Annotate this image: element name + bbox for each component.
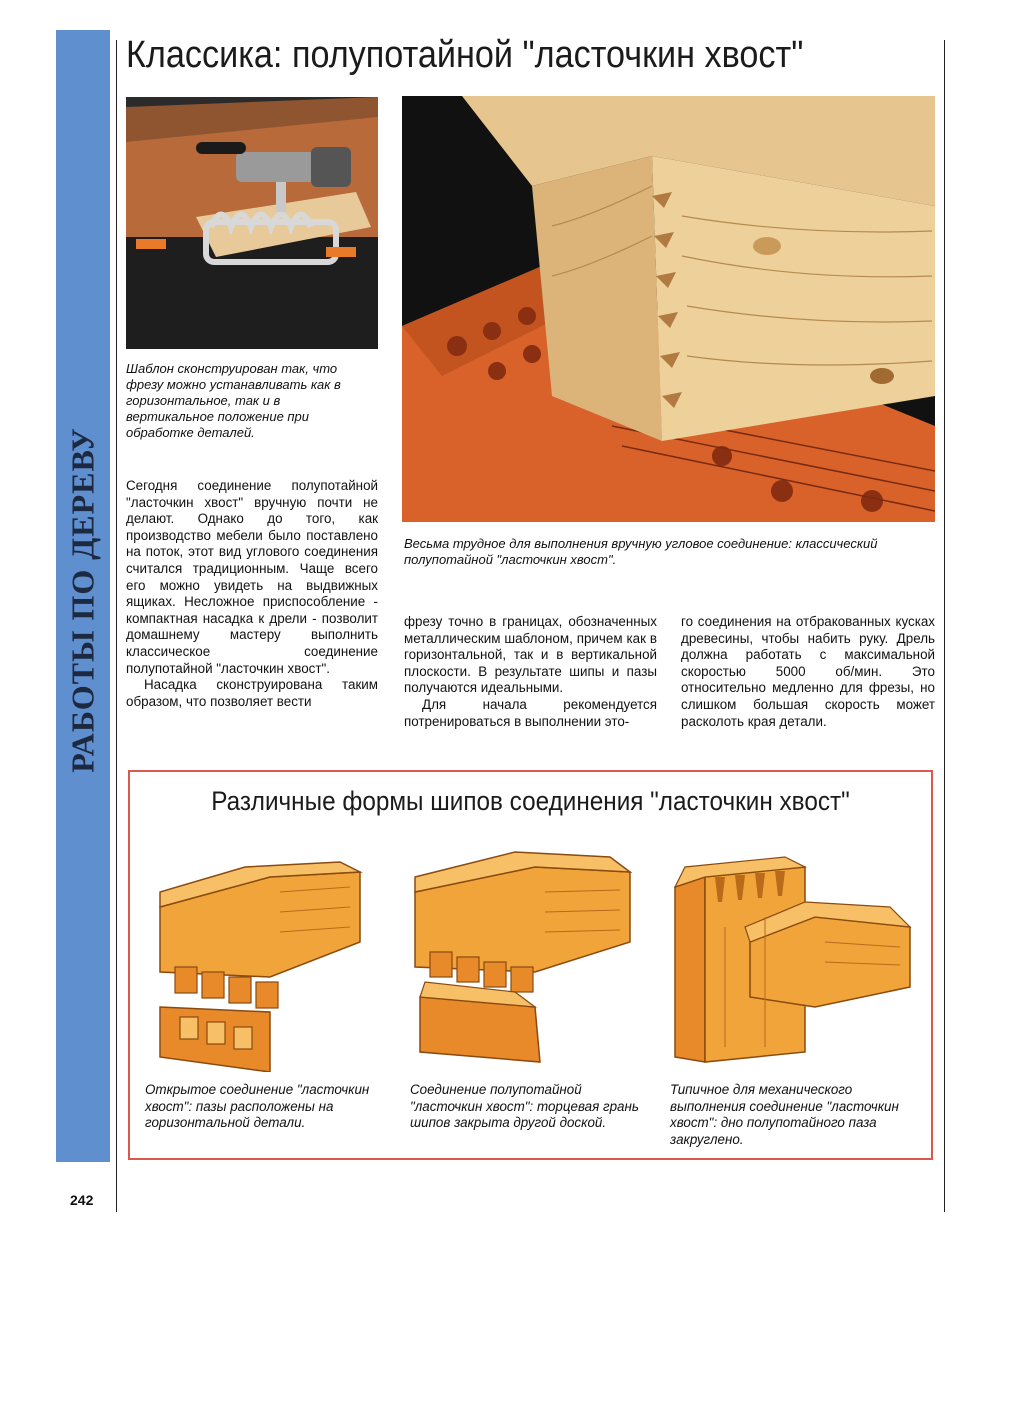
paragraph: го соединения на отбракованных кусках древесины, чтобы набить руку. Дрель должна работать с максимальной скоростью 5000 об/мин. Это относительно медленно для фрезы, но слишком большая скорость может расколоть края детали. bbox=[681, 614, 935, 729]
paragraph: Для начала рекомендуется потренироваться в выполнении это- bbox=[404, 696, 657, 729]
page-number: 242 bbox=[70, 1192, 94, 1208]
panel-title: Различные формы шипов соединения "ласточкин хвост" bbox=[211, 786, 850, 816]
photo-right-caption: Весьма трудное для выполнения вручную угловое соединение: классический полупотайной "ласточкин хвост". bbox=[404, 536, 878, 567]
body-column-2 bbox=[404, 614, 657, 730]
paragraph: фрезу точно в границах, обозначенных металлическим шаблоном, причем как в горизонтальной, так и в вертикальной плоскости. В результате шипы и пазы получаются идеальными. bbox=[404, 614, 657, 696]
joint-illustration-half-blind bbox=[405, 832, 645, 1072]
joint-caption-machine: Типичное для механического выполнения соединение "ласточкин хвост": дно полупотайного паза закруглено. bbox=[670, 1082, 899, 1147]
joint-illustration-open bbox=[150, 832, 380, 1072]
left-rule bbox=[116, 40, 117, 1212]
body-column-3 bbox=[681, 614, 935, 730]
joint-caption-open: Открытое соединение "ласточкин хвост": пазы расположены на горизонтальной детали. bbox=[145, 1082, 370, 1131]
joint-caption-half-blind: Соединение полупотайной "ласточкин хвост": торцевая грань шипов закрыта другой доской. bbox=[410, 1082, 639, 1131]
photo-half-blind-dovetail bbox=[402, 96, 935, 522]
section-label: РАБОТЫ ПО ДЕРЕВУ bbox=[64, 427, 101, 773]
page-title: Классика: полупотайной "ласточкин хвост" bbox=[126, 34, 804, 76]
joint-types-panel bbox=[128, 770, 933, 1160]
right-rule bbox=[944, 40, 945, 1212]
joint-illustration-machine bbox=[665, 847, 920, 1072]
body-column-1 bbox=[126, 478, 378, 710]
photo-left-caption: Шаблон сконструирован так, что фрезу можно устанавливать как в горизонтальное, так и в вертикальное положение при обработке деталей. bbox=[126, 361, 341, 440]
paragraph: Сегодня соединение полупотайной "ласточкин хвост" вручную почти не делают. Однако до того, как производство мебели было поставлено на поток, этот вид углового соединения считался традиционным. Чаще всего его можно увидеть на выдвижных ящиках. Несложное приспособление - компактная насадка к дрели - позволит домашнему мастеру выполнить классическое соединение полупотайной "ласточкин хвост". bbox=[126, 478, 378, 676]
paragraph: Насадка сконструирована таким образом, что позволяет вести bbox=[126, 677, 378, 709]
photo-router-template bbox=[126, 97, 378, 349]
